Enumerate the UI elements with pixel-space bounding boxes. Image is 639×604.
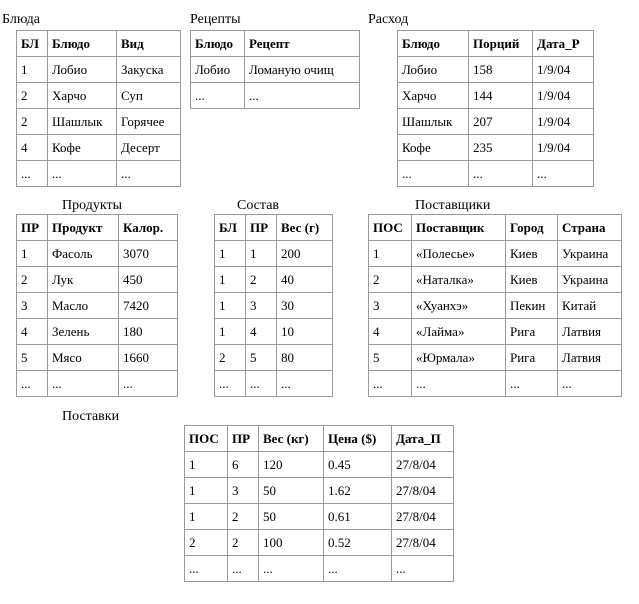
table-cell: Кофе [48,135,117,161]
table-cell: Лук [48,267,119,293]
table-cell: 1660 [119,345,178,371]
header-row [185,426,454,452]
table-row [17,83,181,109]
table-row [191,83,360,109]
table-cell: ... [191,83,245,109]
table-cell: Киев [506,241,558,267]
table-cell: ... [228,556,259,582]
table-row [215,293,333,319]
table-row [185,478,454,504]
column-header: БЛ [17,31,48,57]
table-cell: 120 [259,452,324,478]
table-cell: 27/8/04 [392,478,454,504]
table-row [215,267,333,293]
table-cell: Рига [506,319,558,345]
table-cell: Лобио [398,57,469,83]
table-cell: «Юрмала» [412,345,506,371]
column-header: Рецепт [245,31,360,57]
caption-consumption: Расход [368,12,409,27]
table-cell: 27/8/04 [392,504,454,530]
table-row [398,83,594,109]
table-cell: ... [48,371,119,397]
column-header: БЛ [215,215,246,241]
column-header: Вес (г) [277,215,333,241]
table-cell: Китай [558,293,622,319]
column-header: ПОС [185,426,228,452]
table-cell: ... [412,371,506,397]
table-cell: 40 [277,267,333,293]
header-row [17,31,181,57]
table-cell: Десерт [117,135,181,161]
table-cell: 4 [369,319,412,345]
table-cell: ... [117,161,181,187]
table-cell: 10 [277,319,333,345]
table-cell: 2 [228,504,259,530]
table-cell: 100 [259,530,324,556]
table-cell: 1 [17,57,48,83]
table-cell: Харчо [398,83,469,109]
table-cell: 50 [259,478,324,504]
table-cell: ... [185,556,228,582]
header-row [191,31,360,57]
column-header: Цена ($) [324,426,392,452]
table-row [369,267,622,293]
caption-recipes: Рецепты [190,12,241,27]
table-cell: 1/9/04 [533,83,594,109]
table-cell: 1/9/04 [533,109,594,135]
column-header: Дата_П [392,426,454,452]
table-cell: 235 [469,135,533,161]
table-cell: ... [392,556,454,582]
table-row [185,504,454,530]
table-cell: 180 [119,319,178,345]
table-row [215,319,333,345]
table-row [369,319,622,345]
table-row [398,109,594,135]
column-header: ПОС [369,215,412,241]
table-cell: Киев [506,267,558,293]
table-cell: 2 [369,267,412,293]
table-cell: 3 [228,478,259,504]
column-header: Блюдо [191,31,245,57]
column-header: Блюдо [398,31,469,57]
table-cell: 2 [185,530,228,556]
table-cell: ... [558,371,622,397]
table-cell: 3 [369,293,412,319]
table-row [185,530,454,556]
table-cell: 1 [215,293,246,319]
table-cell: Фасоль [48,241,119,267]
column-header: Блюдо [48,31,117,57]
header-row [215,215,333,241]
table-cell: ... [245,83,360,109]
table-cell: 3070 [119,241,178,267]
table-cell: 2 [215,345,246,371]
table-cell: 0.52 [324,530,392,556]
table-cell: 30 [277,293,333,319]
table-dishes [16,30,181,187]
caption-dishes: Блюда [2,12,40,27]
table-cell: 2 [228,530,259,556]
table-cell: ... [369,371,412,397]
column-header: ПР [228,426,259,452]
column-header: Город [506,215,558,241]
table-cell: 2 [17,267,48,293]
table-cell: 27/8/04 [392,452,454,478]
column-header: Поставщик [412,215,506,241]
table-cell: ... [48,161,117,187]
table-row [369,241,622,267]
table-cell: 1.62 [324,478,392,504]
table-cell: Масло [48,293,119,319]
table-cell: Кофе [398,135,469,161]
table-cell: 7420 [119,293,178,319]
table-cell: Харчо [48,83,117,109]
table-cell: 450 [119,267,178,293]
table-deliveries [184,425,454,582]
table-row [17,161,181,187]
table-cell: 1 [215,241,246,267]
table-cell: 1 [215,267,246,293]
table-cell: Пекин [506,293,558,319]
table-cell: Шашлык [48,109,117,135]
table-row [191,57,360,83]
table-row [17,319,178,345]
table-cell: Лобио [191,57,245,83]
table-cell: 0.61 [324,504,392,530]
table-cell: 3 [246,293,277,319]
table-cell: 2 [246,267,277,293]
table-cell: ... [259,556,324,582]
table-cell: ... [119,371,178,397]
table-cell: 1 [17,241,48,267]
table-composition [214,214,333,397]
header-row [17,215,178,241]
column-header: Порций [469,31,533,57]
table-row [17,135,181,161]
table-row [17,371,178,397]
caption-deliveries: Поставки [62,409,120,424]
table-row [17,241,178,267]
column-header: Страна [558,215,622,241]
table-cell: 1 [185,478,228,504]
table-cell: Рига [506,345,558,371]
table-cell: Суп [117,83,181,109]
table-cell: Латвия [558,345,622,371]
column-header: ПР [17,215,48,241]
table-row [369,345,622,371]
table-cell: «Лайма» [412,319,506,345]
table-cell: 4 [246,319,277,345]
table-cell: 200 [277,241,333,267]
header-row [369,215,622,241]
table-cell: 2 [17,109,48,135]
table-cell: 1 [215,319,246,345]
table-cell: ... [324,556,392,582]
table-row [398,135,594,161]
table-cell: 1 [185,452,228,478]
table-cell: 4 [17,135,48,161]
table-products [16,214,178,397]
table-cell: Ломаную очищ [245,57,360,83]
table-cell: ... [398,161,469,187]
table-cell: Зелень [48,319,119,345]
column-header: Дата_Р [533,31,594,57]
table-recipes [190,30,360,109]
table-cell: ... [17,371,48,397]
table-cell: 2 [17,83,48,109]
table-cell: «Полесье» [412,241,506,267]
table-suppliers [368,214,622,397]
header-row [398,31,594,57]
table-row [398,161,594,187]
table-cell: Лобио [48,57,117,83]
table-cell: Закуска [117,57,181,83]
table-cell: ... [469,161,533,187]
column-header: Вес (кг) [259,426,324,452]
table-cell: 158 [469,57,533,83]
table-cell: Украина [558,241,622,267]
table-row [215,371,333,397]
table-cell: 80 [277,345,333,371]
table-cell: 5 [246,345,277,371]
table-cell: 1 [246,241,277,267]
table-cell: ... [215,371,246,397]
table-cell: 207 [469,109,533,135]
table-cell: Мясо [48,345,119,371]
table-row [17,57,181,83]
table-row [369,293,622,319]
table-row [369,371,622,397]
table-cell: 5 [369,345,412,371]
table-cell: ... [506,371,558,397]
table-row [17,267,178,293]
table-cell: 0.45 [324,452,392,478]
table-cell: «Хуанхэ» [412,293,506,319]
table-cell: 50 [259,504,324,530]
table-row [215,345,333,371]
table-row [17,109,181,135]
table-cell: Шашлык [398,109,469,135]
table-cell: 144 [469,83,533,109]
table-cell: ... [533,161,594,187]
table-cell: 1 [369,241,412,267]
table-row [185,556,454,582]
table-cell: ... [246,371,277,397]
table-cell: 6 [228,452,259,478]
caption-composition: Состав [237,198,280,213]
column-header: Продукт [48,215,119,241]
column-header: Вид [117,31,181,57]
table-cell: 4 [17,319,48,345]
table-cell: ... [17,161,48,187]
table-row [17,293,178,319]
table-cell: ... [277,371,333,397]
table-cell: «Наталка» [412,267,506,293]
caption-suppliers: Поставщики [415,198,491,213]
table-cell: 1/9/04 [533,57,594,83]
table-row [398,57,594,83]
table-cell: Горячее [117,109,181,135]
caption-products: Продукты [62,198,122,213]
column-header: Калор. [119,215,178,241]
table-cell: 1/9/04 [533,135,594,161]
table-cell: Латвия [558,319,622,345]
table-row [17,345,178,371]
table-cell: Украина [558,267,622,293]
table-cell: 5 [17,345,48,371]
table-row [215,241,333,267]
table-cell: 27/8/04 [392,530,454,556]
table-cell: 1 [185,504,228,530]
table-cell: 3 [17,293,48,319]
table-row [185,452,454,478]
table-consumption [397,30,594,187]
column-header: ПР [246,215,277,241]
